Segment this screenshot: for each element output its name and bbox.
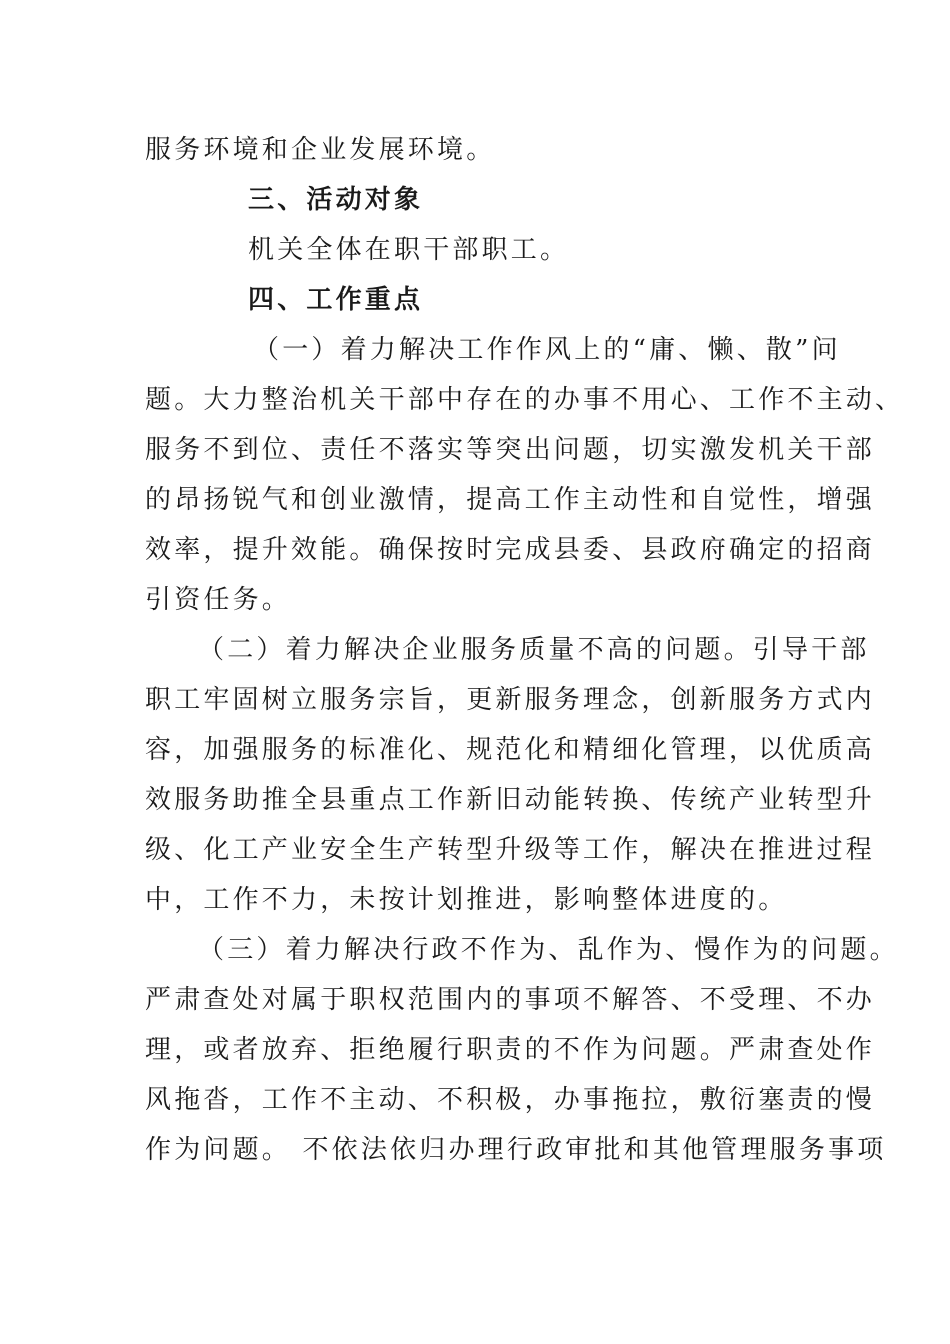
paragraph-line: 服务环境和企业发展环境。 (145, 135, 496, 165)
paragraph-line: 容，加强服务的标准化、规范化和精细化管理，以优质高 (145, 735, 876, 765)
paragraph-line: （二）着力解决企业服务质量不高的问题。引导干部 (198, 635, 870, 665)
paragraph-line: 题。大力整治机关干部中存在的办事不用心、工作不主动、 (145, 385, 905, 415)
section-heading-activity-target: 三、活动对象 (248, 185, 424, 215)
paragraph-line: 引资任务。 (145, 585, 292, 615)
paragraph-line: 级、化工产业安全生产转型升级等工作，解决在推进过程 (145, 835, 876, 865)
paragraph-line: 的昂扬锐气和创业激情，提高工作主动性和自觉性，增强 (145, 485, 876, 515)
paragraph-line: 严肃查处对属于职权范围内的事项不解答、不受理、不办 (145, 985, 876, 1015)
paragraph-line: 风拖沓，工作不主动、不积极，办事拖拉，敷衍塞责的慢 (145, 1085, 876, 1115)
paragraph-line: 作为问题。 不依法依归办理行政审批和其他管理服务事项 (145, 1135, 887, 1165)
paragraph-line: 机关全体在职干部职工。 (248, 235, 570, 265)
paragraph-line: 效率，提升效能。确保按时完成县委、县政府确定的招商 (145, 535, 876, 565)
paragraph-line: 理，或者放弃、拒绝履行职责的不作为问题。严肃查处作 (145, 1035, 876, 1065)
paragraph-line: （三）着力解决行政不作为、乱作为、慢作为的问题。 (198, 935, 899, 965)
paragraph-line: 服务不到位、责任不落实等突出问题，切实激发机关干部 (145, 435, 876, 465)
paragraph-line: 中，工作不力，未按计划推进，影响整体进度的。 (145, 885, 788, 915)
paragraph-line: 职工牢固树立服务宗旨，更新服务理念，创新服务方式内 (145, 685, 876, 715)
paragraph-line: 效服务助推全县重点工作新旧动能转换、传统产业转型升 (145, 785, 876, 815)
paragraph-line: （一）着力解决工作作风上的“庸、懒、散”问 (253, 335, 841, 365)
section-heading-work-focus: 四、工作重点 (248, 285, 424, 315)
